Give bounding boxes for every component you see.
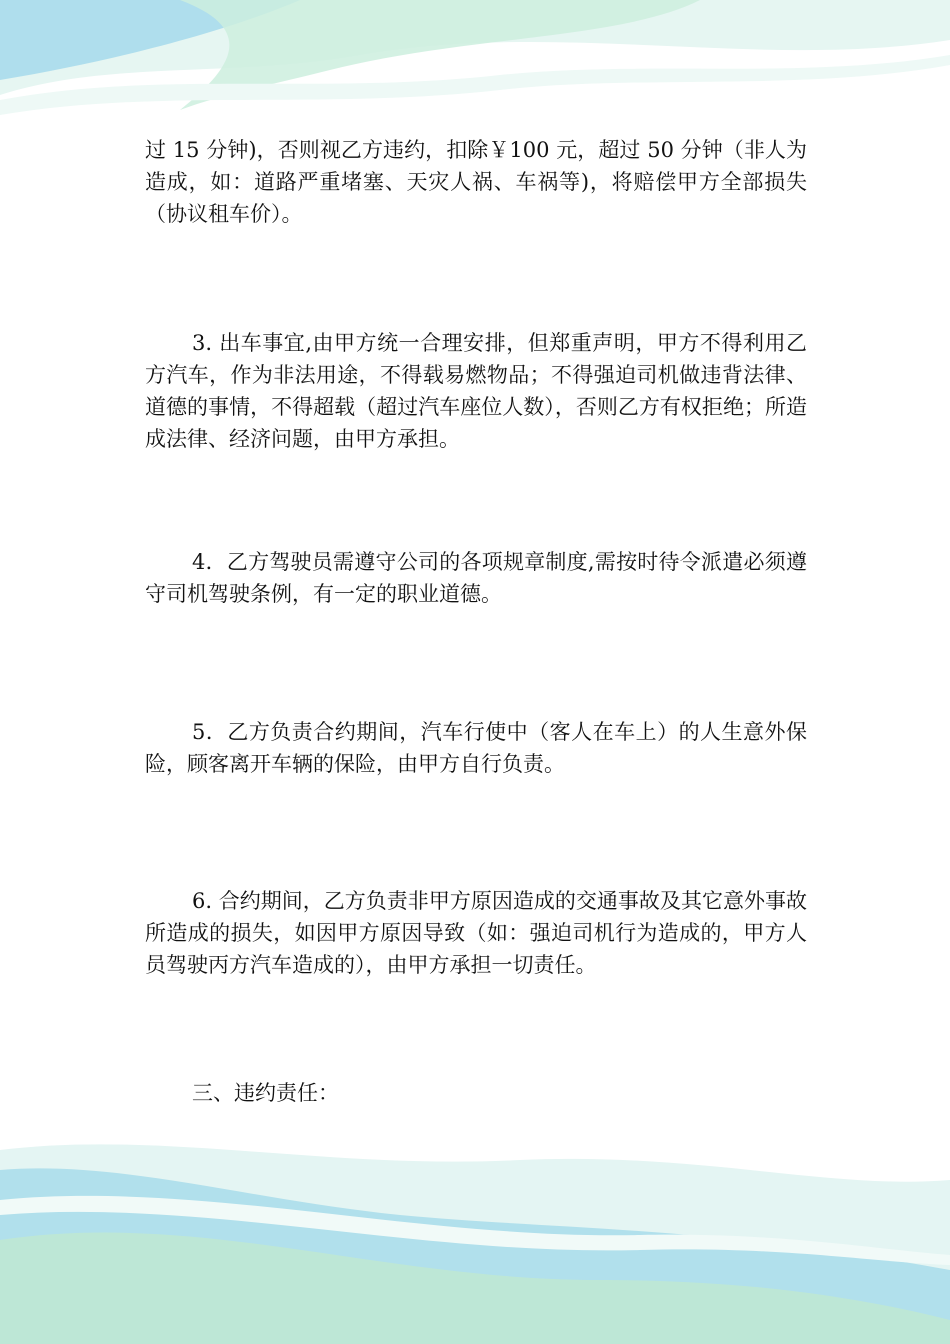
section-heading-liability: 三、违约责任：: [192, 1081, 339, 1105]
paragraph-continuation: 过 15 分钟)，否则视乙方违约，扣除￥100 元，超过 50 分钟（非人为造成，如：道路严重堵塞、天灾人祸、车祸等)，将赔偿甲方全部损失（协议租车价）。: [145, 138, 807, 226]
paragraph-clause-6: 6. 合约期间，乙方负责非甲方原因造成的交通事故及其它意外事故所造成的损失，如因甲方原因导致（如：强迫司机行为造成的，甲方人员驾驶丙方汽车造成的），由甲方承担一切责任。: [145, 889, 807, 977]
paragraph-clause-3: 3. 出车事宜,由甲方统一合理安排，但郑重声明，甲方不得利用乙方汽车，作为非法用途，不得载易燃物品；不得强迫司机做违背法律、道德的事情，不得超载（超过汽车座位人数），否则乙方有权拒绝；所造成法律、经济问题，由甲方承担。: [145, 331, 807, 451]
paragraph-clause-4: 4．乙方驾驶员需遵守公司的各项规章制度,需按时待令派遣必须遵守司机驾驶条例，有一定的职业道德。: [145, 550, 807, 606]
paragraph-clause-5: 5．乙方负责合约期间，汽车行使中（客人在车上）的人生意外保险，顾客离开车辆的保险，由甲方自行负责。: [145, 720, 807, 776]
